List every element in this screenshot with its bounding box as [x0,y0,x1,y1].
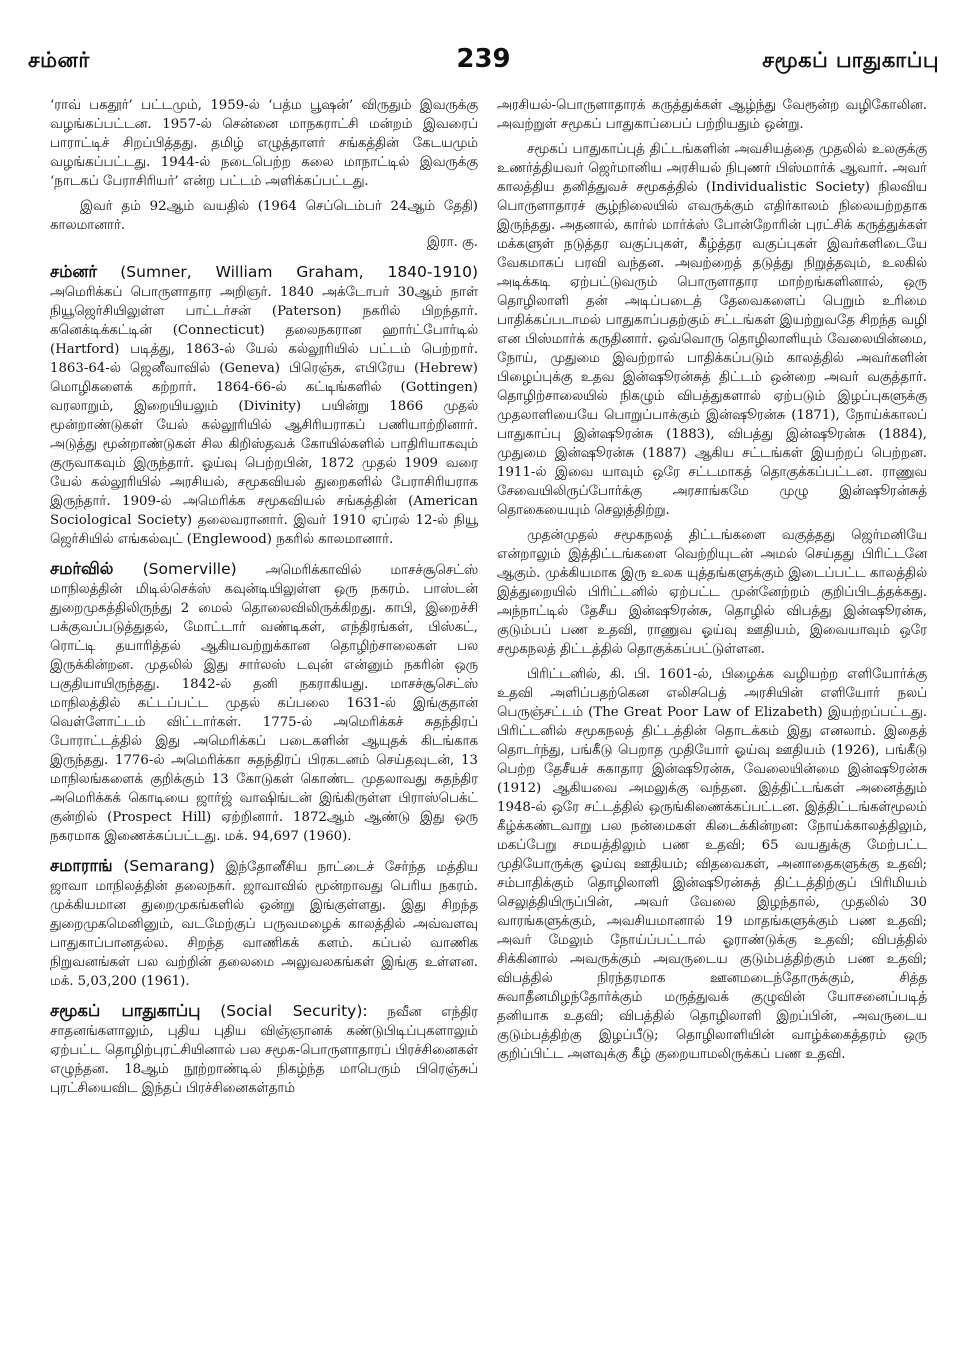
entry-heading: சமூகப் பாதுகாப்பு [50,1001,201,1020]
entry-heading-latin: (Semarang) [123,857,215,875]
entry-heading: சமாராங் [50,856,113,875]
entry-social-security [50,1001,478,1098]
death-paragraph [50,197,478,252]
header-right-guideword: சமூகப் பாதுகாப்பு [762,48,939,72]
entry-body: இந்தோனீசிய நாட்டைச் சேர்ந்த மத்திய ஜாவா மாநிலத்தின் தலைநகர். ஜாவாவில் மூன்றாவது பெரிய நகரம். முக்கியமான துறைமுகங்களில் ஒன்று இங்குள்ளது. இது சிறந்த துறைமுகமெனினும், வடமேற்குப் பருவமழைக் காலத்தில் அவ்வளவு பாதுகாப்பானதல்ல. சிறந்த வாணிகக் களம். கப்பல் வாணிக நிறுவனங்கள் பல வற்றின் தலைமை அலுவலகங்கள் இங்கு உள்ளன. மக். 5,03,200 (1961). [50,860,478,989]
death-text: இவர் தம் 92ஆம் வயதில் (1964 செப்டெம்பர் 24ஆம் தேதி) காலமானார். [50,199,478,233]
entry-heading: சம்னர் [50,262,98,281]
entry-semarang [50,856,478,991]
author-signature: இரா. கு. [426,235,478,250]
entry-sumner [50,262,478,549]
header-left-guideword: சம்னர் [28,48,90,72]
paragraph: பிரிட்டனில், கி. பி. 1601-ல், பிழைக்க வழியற்ற எளியோர்க்கு உதவி அளிப்பதற்கென எலிசபெத் அரசியின் எளியோர் நலப் பெருஞ்சட்டம் (The Great Poor Law of Elizabeth) இயற்றப்பட்டது. பிரிட்டனில் சமூகநலத் திட்டத்தின் தொடக்கம் இது எனலாம். இதைத் தொடர்ந்து, பங்கீடு பெறாத முதியோர் ஓய்வு ஊதியம் (1926), பங்கீடு பெற்ற தேசீயச் சுகாதார இன்ஷூரன்சு, வேலையின்மை இன்ஷூரன்சு (1912) ஆகியவை அமலுக்கு வந்தன. இத்திட்டங்கள் அனைத்தும் 1948-ல் ஒரே சட்டத்தில் ஒருங்கிணைக்கப்பட்டன. இத்திட்டங்கள்மூலம் கீழ்க்கண்டவாறு பல நன்மைகள் கிடைக்கின்றன: நோய்க்காலத்திலும், மகப்பேறு சமயத்திலும் பண உதவி; 65 வயதுக்கு மேற்பட்ட முதியோருக்கு ஓய்வு ஊதியம்; விதவைகள், அனாதைகளுக்கு உதவி; சம்பாதிக்கும் தொழிலாளி இன்ஷூரன்சுத் திட்டத்திற்குப் பிரிமியம் செலுத்தியிருப்பின், அவர் வேலை இழந்தால், முதலில் 30 வாரங்களுக்கும், அவசியமானால் 19 மாதங்களுக்கும் பண உதவி; அவர் மேலும் நோய்ப்பட்டால் ஓராண்டுக்கு உதவி; விபத்தில் சிக்கினால் அவருக்கும் அவருடைய குடும்பத்திற்கும் பண உதவி; விபத்தில் நிரந்தரமாக ஊனமடைந்தோருக்கும், சித்த சுவாதீனமிழந்தோர்க்கும் மருத்துவக் குழுவின் யோசனைப்படித் தனியாக உதவி; விபத்தில் தொழிலாளி இறப்பின், அவருடைய குடும்பத்திற்கு இழப்பீடு; தொழிலாளியின் வாழ்க்கைத்தரம் ஒரு குறிப்பிட்ட அளவுக்கு கீழ் குறையாமலிருக்கப் பண உதவி. [497,667,927,1062]
entry-body: அமெரிக்கப் பொருளாதார அறிஞர். 1840 அக்டோபர் 30ஆம் நாள் நியூஜெர்சியிலுள்ள பாட்டர்சன் (Paterson) நகரில் பிறந்தார். கனெக்டிக்கட்டின் (Connecticut) தலைநகரான ஹார்ட்போர்டில் (Hartford) படித்து, 1863-ல் யேல் கல்லூரியில் பட்டம் பெற்றார். 1863-64-ல் ஜெனீவாவில் (Geneva) பிரெஞ்சு, எபிரேய (Hebrew) மொழிகளைக் கற்றார். 1864-66-ல் கட்டிங்களில் (Gottingen) வரலாறும், இறையியலும் (Divinity) பயின்று 1866 முதல் மூன்றாண்டுகள் யேல் கல்லூரியில் ஆசிரியராகப் பணியாற்றினார். அடுத்து மூன்றாண்டுகள் சில கிறிஸ்தவக் கோயில்களில் பாதிரியாகவும் குருவாகவும் இருந்தார். ஓய்வு பெற்றபின், 1872 முதல் 1909 வரை யேல் கல்லூரியில் அரசியல், சமூகவியல் துறைகளில் பேராசிரியராக இருந்தார். 1909-ல் அமெரிக்க சமூகவியல் சங்கத்தின் (American Sociological Society) தலைவரானார். இவர் 1910 ஏப்ரல் 12-ல் நியூ ஜெர்சியில் எங்கல்வுட் (Englewood) நகரில் காலமானார். [50,285,478,547]
entry-heading: சமர்வில் [50,559,114,578]
intro-paragraph: ‘ராவ் பகதூர்’ பட்டமும், 1959-ல் ‘பத்ம பூஷன்’ விருதும் இவருக்கு வழங்கப்பட்டன. 1957-ல் சென்னை மாநகராட்சி மன்றம் இவரைப் பாராட்டிச் சிறப்பித்தது. தமிழ் எழுத்தாளர் சங்கத்தின் கேடயமும் வழங்கப்பட்டது. 1944-ல் நடைபெற்ற கலை மாநாட்டில் இவருக்கு ‘நாடகப் பேராசிரியர்’ என்ற பட்டம் அளிக்கப்பட்டது. [50,98,478,189]
left-column [50,96,478,1104]
page-header [28,44,939,78]
paragraph: சமூகப் பாதுகாப்புத் திட்டங்களின் அவசியத்தை முதலில் உலகுக்கு உணர்த்தியவர் ஜெர்மானிய அரசியல் நிபுணர் பிஸ்மார்க் ஆவார். அவர் காலத்திய தனித்துவச் சமூகத்தில் (Individualistic Society) நிலவிய பொருளாதாரச் சூழ்நிலையில் எவருக்கும் எதிர்காலம் நிலையற்றதாக இருந்தது. அதனால், கார்ல் மார்க்ஸ் போன்றோரின் புரட்சிக் கருத்துக்கள் மக்களுள் நடுத்தர வகுப்புகள், கீழ்த்தர வகுப்புகள் இவர்களிடையே வேகமாகப் பரவி வந்தன. அவற்றைத் தடுத்து நிறுத்தவும், உலகில் அடிக்கடி ஏற்பட்டுவரும் பொருளாதார மாற்றங்களினால், ஒரு தொழிலாளி தன் அடிப்படைத் தேவைகளைப் பெறும் உரிமை பாதிக்கப்படாமல் பாதுகாப்பதற்கும் சட்டங்கள் இயற்றுவதே சிறந்த வழி என பிஸ்மார்க் கருதினார். ஒவ்வொரு தொழிலாளியும் வேலையின்மை, நோய், முதுமை இவற்றால் பாதிக்கப்படும் காலத்தில் அவர்களின் பிழைப்புக்கு உதவ இன்ஷூரன்சுத் திட்டம் ஒன்றை அவர் வகுத்தார். தொழிற்சாலையில் நிகழும் விபத்துகளால் ஏற்படும் இழப்புகளுக்கு முதலாளியையே பொறுப்பாக்கும் இன்ஷூரன்சு (1871), நோய்க்காலப் பாதுகாப்பு இன்ஷூரன்சு (1883), விபத்து இன்ஷூரன்சு (1884), முதுமை இன்ஷூரன்சு (1887) ஆகிய சட்டங்கள் இயற்றப் பெற்றன. 1911-ல் இவை யாவும் ஒரே சட்டமாகத் தொகுக்கப்பட்டன. ராணுவ சேவையிலிருப்போர்க்கு அரசாங்கமே முழு இன்ஷூரன்சுத் தொகையையும் செலுத்திற்று. [497,142,927,518]
entry-body: அமெரிக்காவில் மாசச்சூசெட்ஸ் மாநிலத்தின் மிடில்செக்ஸ் கவுன்டியிலுள்ள ஒரு நகரம். பாஸ்டன் துறைமுகத்திலிருந்து 2 மைல் தொலைவிலிருக்கிறது. காபி, இறைச்சி பக்குவப்படுத்துதல், மோட்டார் வண்டிகள், எந்திரங்கள், பிஸ்கட், ரொட்டி தயாரித்தல் ஆகியவற்றுக்கான தொழிற்சாலைகள் பல இருக்கின்றன. முதலில் இது சார்லஸ் டவுன் என்னும் நகரின் ஒரு பகுதியாயிருந்தது. 1842-ல் தனி நகராகியது. மாசச்சூசெட்ஸ் மாநிலத்தில் கட்டப்பட்ட முதல் கப்பலை 1631-ல் இங்குதான் வெள்ளோட்டம் விட்டார்கள். 1775-ல் அமெரிக்கச் சுதந்திரப் போராட்டத்தில் இது அமெரிக்கப் படைகளின் ஆயுதக் கிடங்காக இருந்தது. 1776-ல் அமெரிக்கா சுதந்திரப் பிரகடனம் செய்தவுடன், 13 மாநிலங்களைக் குறிக்கும் 13 கோடுகள் கொண்ட முதலாவது சுதந்திர அமெரிக்கக் கொடியை ஜார்ஜ் வாஷிங்டன் இங்கிருள்ள பிராஸ்பெக்ட் குன்றில் (Prospect Hill) ஏற்றினார். 1872ஆம் ஆண்டு இது ஒரு நகரமாக இணைக்கப்பட்டது. மக். 94,697 (1960). [50,563,478,844]
right-column [497,96,927,1070]
entry-heading-latin: (Somerville) [142,560,237,578]
entry-body: நவீன எந்திர சாதனங்களாலும், புதிய புதிய விஞ்ஞானக் கண்டுபிடிப்புகளாலும் ஏற்பட்ட தொழிற்புரட்சியினால் பல சமூக-பொருளாதாரப் பிரச்சினைகள் எழுந்தன. 18ஆம் நூற்றாண்டில் நிகழ்ந்த மாபெரும் பிரெஞ்சுப் புரட்சியைவிட இந்தப் பிரச்சினைகள்தாம் [50,1005,478,1096]
entry-somerville [50,559,478,846]
paragraph: முதன்முதல் சமூகநலத் திட்டங்களை வகுத்தது ஜெர்மனியே என்றாலும் இத்திட்டங்களை வெற்றியுடன் அமல் செய்தது பிரிட்டனே ஆகும். முக்கியமாக இரு உலக யுத்தங்களுக்கும் இடைப்பட்ட காலத்தில் இத்துறையில் பிரிட்டனில் ஏற்பட்ட முன்னேற்றம் குறிப்பிடத்தக்கது. அந்நாட்டில் தேசீய இன்ஷூரன்சு, தொழில் விபத்து இன்ஷூரன்சு, குடும்பப் பண உதவி, ராணுவ ஓய்வு ஊதியம், இவையாவும் ஒரே சமூகநலத் திட்டத்தில் தொகுக்கப்பட்டுள்ளன. [497,528,927,657]
page-number: 239 [456,44,511,74]
entry-heading-latin: (Social Security): [220,1002,368,1020]
paragraph: அரசியல்-பொருளாதாரக் கருத்துக்கள் ஆழ்ந்து வேரூன்ற வழிகோலின. அவற்றுள் சமூகப் பாதுகாப்பைப் பற்றியதும் ஒன்று. [497,98,927,132]
entry-heading-latin: (Sumner, William Graham, 1840-1910) [120,263,478,281]
